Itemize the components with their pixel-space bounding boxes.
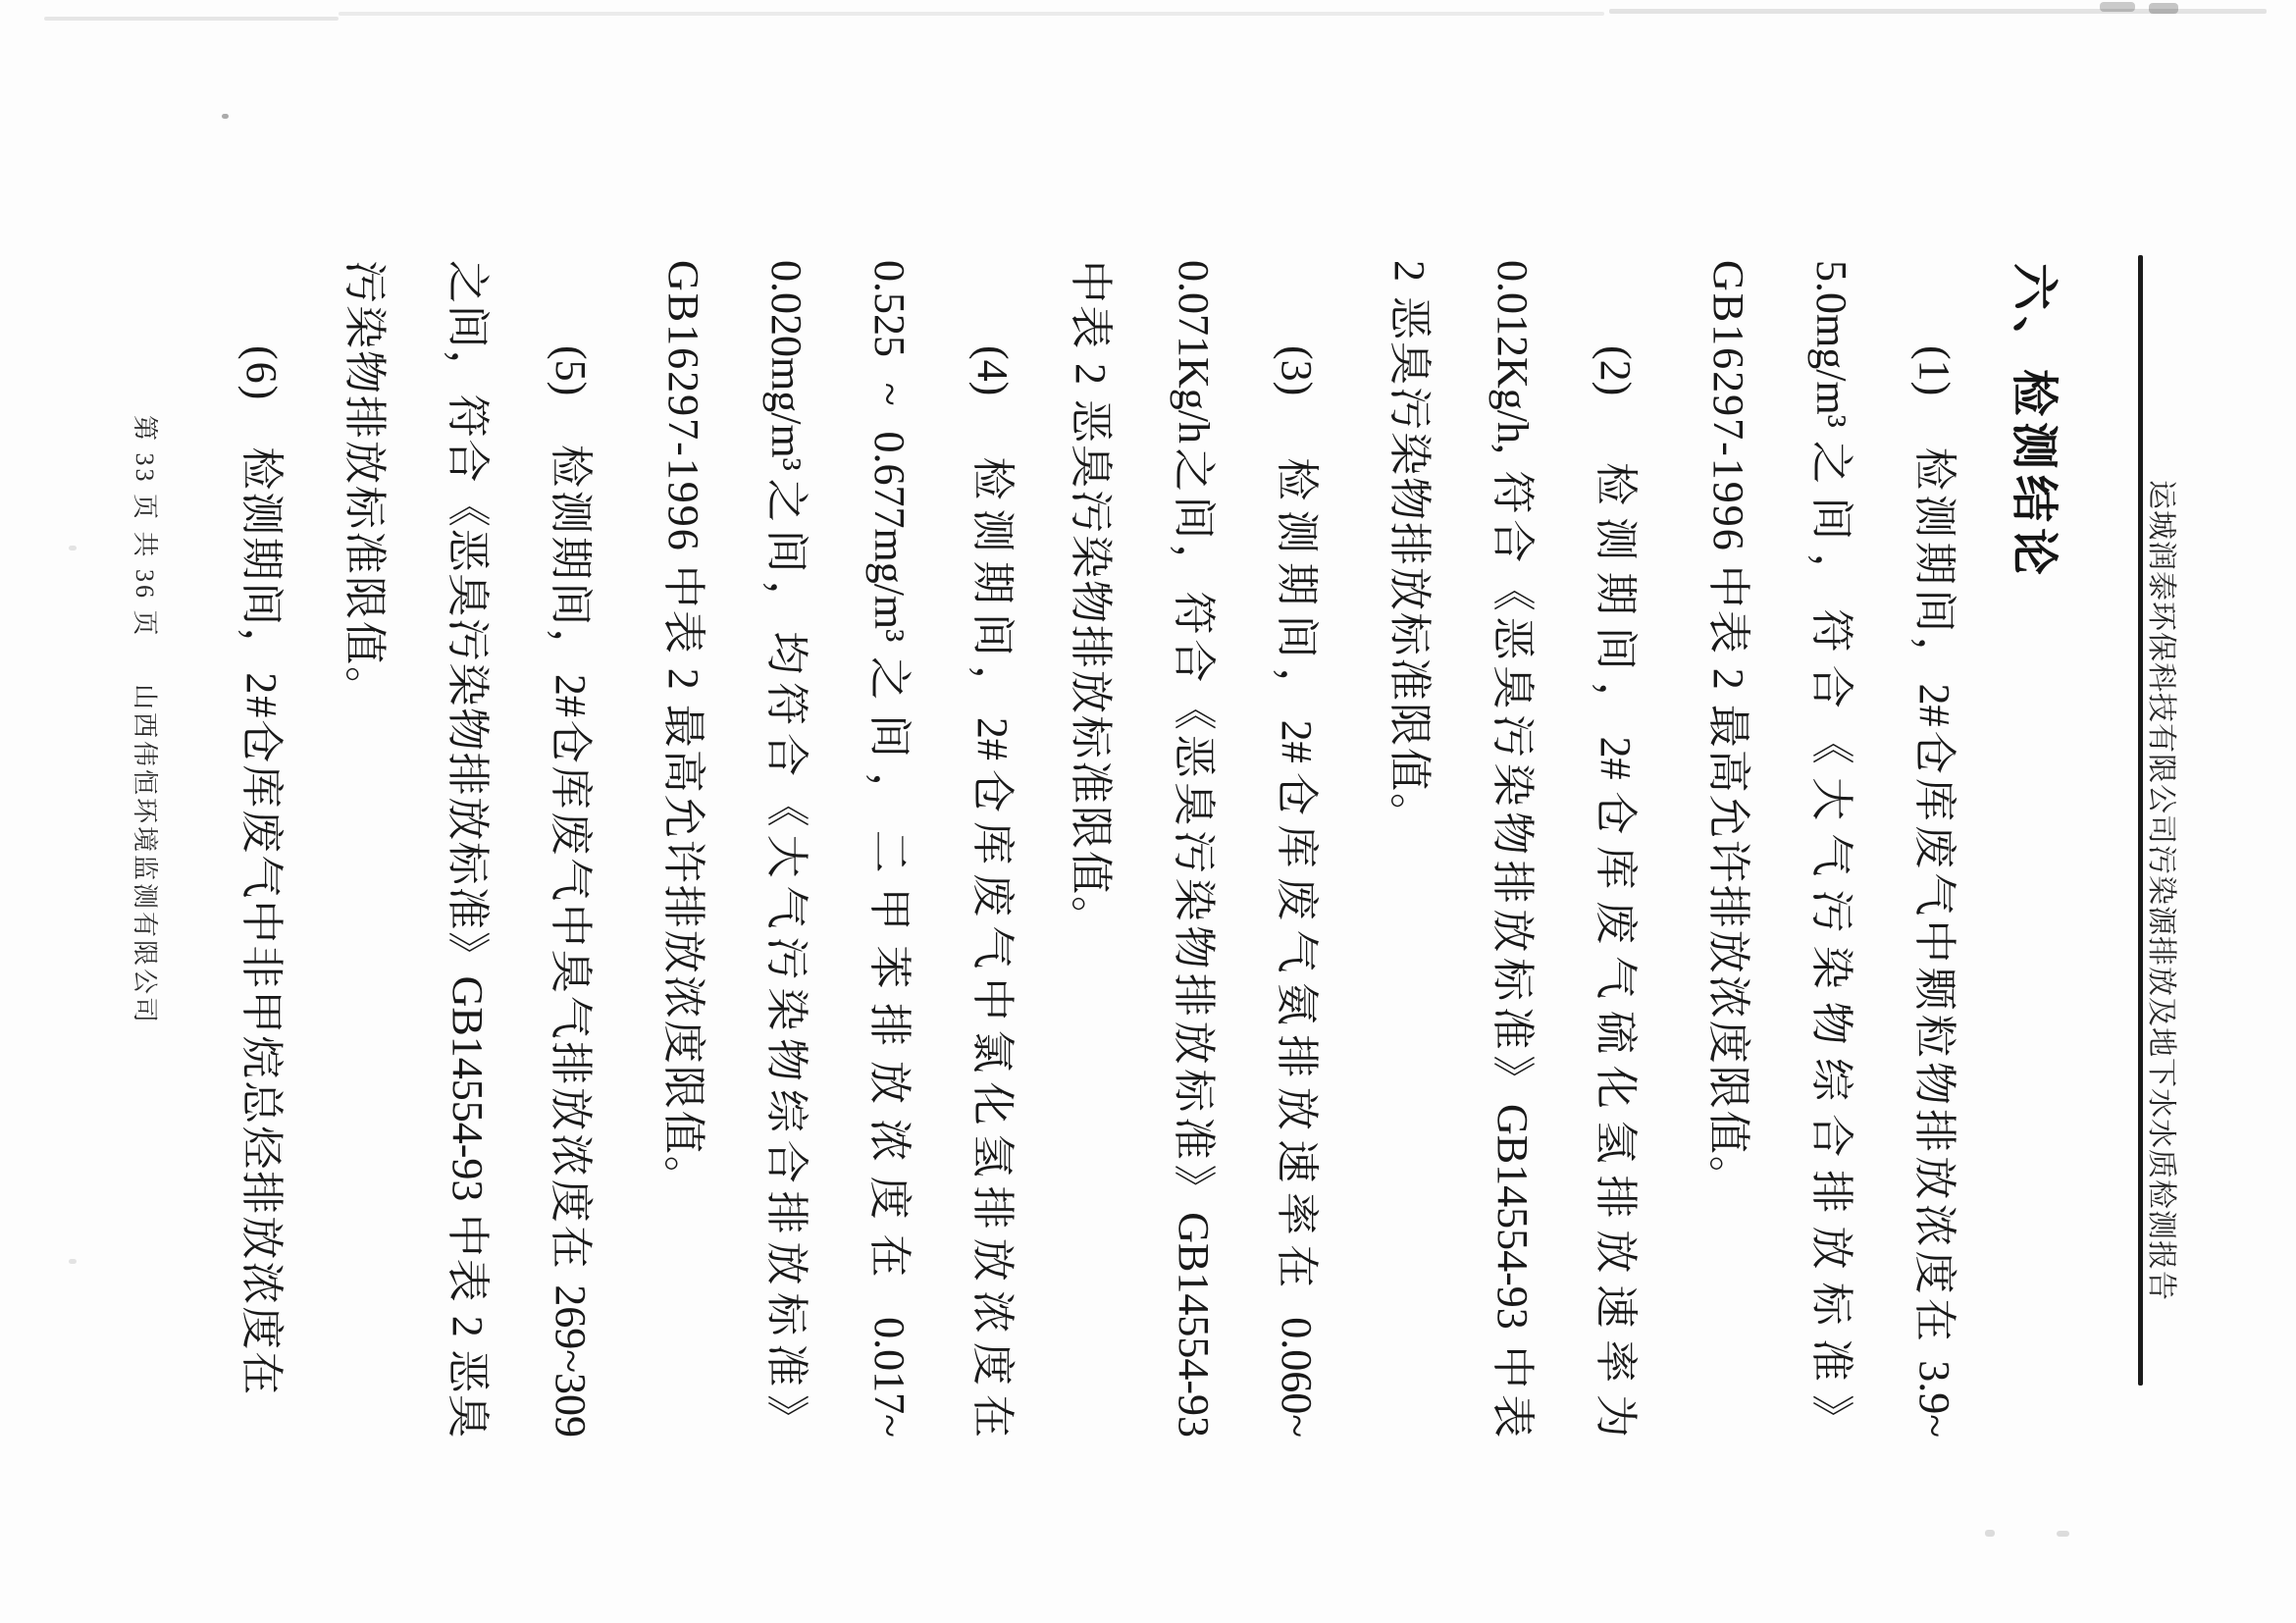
paragraph-4-line-3: 0.020mg/m³之间，均符合《大气污染物综合排放标准》 <box>762 260 810 1438</box>
paragraph-5-line-3: 污染物排放标准限值。 <box>340 260 389 711</box>
paragraph-1-line-2: 5.0mg/m³之间，符合《大气污染物综合排放标准》 <box>1807 260 1855 1438</box>
scan-speck <box>69 546 77 550</box>
scan-smudge <box>2149 3 2178 14</box>
scan-streak <box>44 17 339 21</box>
footer-page-number: 第 33 页 共 36 页 <box>130 415 159 639</box>
scan-streak <box>339 12 1604 16</box>
paragraph-4-line-1: (4) 检测期间，2#仓库废气中氯化氢排放浓度在 <box>968 345 1017 1438</box>
paragraph-6-line-1: (6) 检测期间，2#仓库废气中非甲烷总烃排放浓度在 <box>237 345 286 1397</box>
scan-speck <box>222 114 229 119</box>
section-heading: 六、检测结论 <box>2008 263 2060 582</box>
paragraph-3-line-3: 中表 2 恶臭污染物排放标准限值。 <box>1067 260 1115 941</box>
paragraph-2-line-1: (2) 检测期间，2#仓库废气硫化氢排放速率为 <box>1592 345 1640 1438</box>
paragraph-3-line-1: (3) 检测期间，2#仓库废气氨排放速率在 0.060~ <box>1273 345 1321 1438</box>
scan-smudge <box>2100 2 2135 12</box>
paragraph-3-line-2: 0.071Kg/h之间，符合《恶臭污染物排放标准》GB14554-93 <box>1170 260 1218 1438</box>
scan-speck <box>1985 1530 1995 1537</box>
paragraph-4-line-4: GB16297-1996 中表 2 最高允许排放浓度限值。 <box>659 260 707 1201</box>
paragraph-4-line-2: 0.525 ~ 0.677mg/m³之间，二甲苯排放浓度在 0.017~ <box>865 260 913 1438</box>
paragraph-2-line-2: 0.012Kg/h, 符合《恶臭污染物排放标准》GB14554-93 中表 <box>1488 260 1537 1438</box>
header-underline <box>2138 255 2143 1386</box>
paragraph-5-line-2: 之间，符合《恶臭污染物排放标准》GB14554-93 中表 2 恶臭 <box>444 260 492 1438</box>
paragraph-5-line-1: (5) 检测期间，2#仓库废气中臭气排放浓度在 269~309 <box>547 345 595 1438</box>
footer-company-name: 山西伟恒环境监测有限公司 <box>130 684 159 1026</box>
paragraph-1-line-3: GB16297-1996 中表 2 最高允许排放浓度限值。 <box>1704 260 1752 1201</box>
paragraph-1-line-1: (1) 检测期间，2#仓库废气中颗粒物排放浓度在 3.9~ <box>1910 345 1958 1438</box>
scan-speck <box>69 1259 77 1264</box>
scan-speck <box>2057 1531 2069 1537</box>
document-header-title: 运城润泰环保科技有限公司污染源排放及地下水水质检测报告 <box>2145 480 2177 1301</box>
paragraph-2-line-3: 2 恶臭污染物排放标准限值。 <box>1385 260 1434 838</box>
